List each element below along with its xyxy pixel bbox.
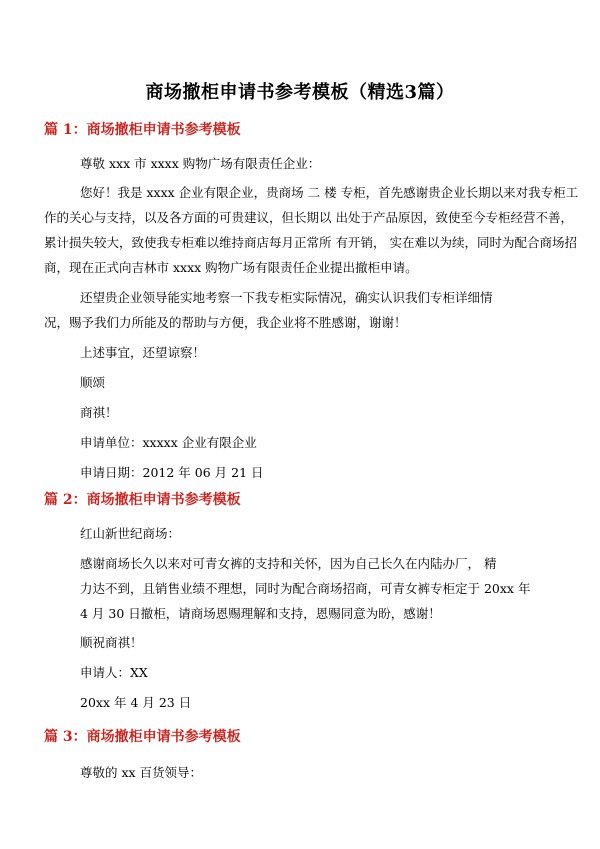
- section-2-para1-line2: 力达不到，且销售业绩不理想，同时为配合商场招商，可青女裤专柜定于 20xx 年: [80, 581, 531, 596]
- document-title: 商场撤柜申请书参考模板（精选3篇）: [145, 82, 455, 103]
- section-1-para1-line2: 作的关心与支持，以及各方面的可贵建议，但长期以 出处于产品原因，致使至今专柜经营不善，: [44, 210, 573, 225]
- section-1-salutation: 尊敬 xxx 市 xxxx 购物广场有限责任企业：: [80, 156, 321, 171]
- section-3-heading: 篇 3：商场撤柜申请书参考模板: [44, 729, 241, 745]
- section-1-para1-line3: 累计损失较大，致使我专柜难以维持商店每月正常所 有开销， 实在难以为续，同时为配合商场招: [44, 235, 577, 250]
- section-1-closing2: 顺颂: [80, 375, 106, 390]
- section-2-closing1: 顺祝商祺！: [80, 635, 143, 650]
- section-1-para2-line1: 还望贵企业领导能实地考察一下我专柜实际情况，确实认识我们专柜详细情: [80, 290, 493, 305]
- section-1-closing3: 商祺！: [80, 405, 118, 420]
- section-2-para1-line3: 4 月 30 日撤柜，请商场恩赐理解和支持，恩赐同意为盼，感谢！: [80, 606, 441, 621]
- section-2-salutation: 红山新世纪商场：: [80, 526, 181, 541]
- section-2-applicant: 申请人：XX: [80, 665, 148, 680]
- section-1-para1-line4: 商，现在正式向吉林市 xxxx 购物广场有限责任企业提出撤柜申请。: [44, 260, 418, 275]
- section-1-applicant: 申请单位：xxxxx 企业有限企业: [80, 435, 257, 450]
- section-1-date: 申请日期：2012 年 06 月 21 日: [80, 465, 264, 480]
- section-1-para2-line2: 况，赐予我们力所能及的帮助与方便，我企业将不胜感谢，谢谢！: [44, 315, 407, 330]
- section-3-salutation: 尊敬的 xx 百货领导：: [80, 765, 203, 780]
- section-2-date: 20xx 年 4 月 23 日: [80, 695, 192, 710]
- section-1-closing1: 上述事宜，还望谅察！: [80, 345, 206, 360]
- section-2-heading: 篇 2：商场撤柜申请书参考模板: [44, 492, 241, 508]
- section-1-heading: 篇 1：商场撤柜申请书参考模板: [44, 122, 241, 138]
- section-1-para1-line1: 您好！我是 xxxx 企业有限企业，贵商场 二 楼 专柜，首先感谢贵企业长期以来对我专柜工: [80, 185, 579, 200]
- section-2-para1-line1: 感谢商场长久以来对可青女裤的支持和关怀，因为自己长久在内陆办厂， 精: [80, 556, 497, 571]
